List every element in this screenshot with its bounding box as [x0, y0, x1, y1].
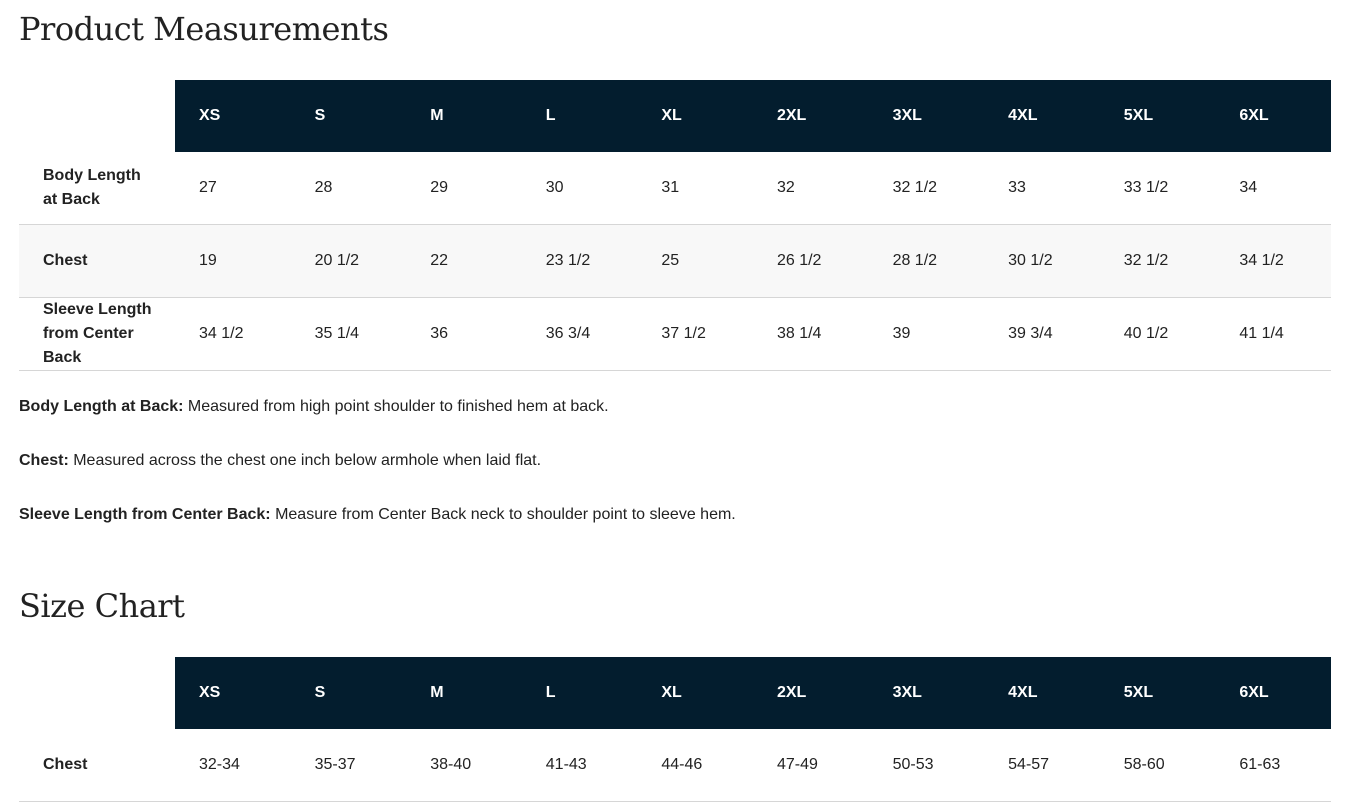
size-header-l: L	[522, 657, 638, 729]
table-cell: 33	[984, 152, 1100, 225]
size-header-4xl: 4XL	[984, 657, 1100, 729]
note-body-length	[19, 396, 1331, 418]
table-cell: 34 1/2	[175, 298, 291, 371]
table-cell: 47-49	[753, 729, 869, 802]
size-header-5xl: 5XL	[1100, 657, 1216, 729]
table-row-sleeve-length	[19, 298, 1331, 371]
size-header-s: S	[291, 657, 407, 729]
table-cell: 34 1/2	[1215, 225, 1331, 298]
size-header-s: S	[291, 80, 407, 152]
size-header-l: L	[522, 80, 638, 152]
size-header-m: M	[406, 80, 522, 152]
table-cell: 35 1/4	[291, 298, 407, 371]
table-cell: 25	[637, 225, 753, 298]
table-cell: 58-60	[1100, 729, 1216, 802]
table-cell: 29	[406, 152, 522, 225]
size-header-4xl: 4XL	[984, 80, 1100, 152]
table-cell: 20 1/2	[291, 225, 407, 298]
table-cell: 36	[406, 298, 522, 371]
table-cell: 38 1/4	[753, 298, 869, 371]
table-cell: 28	[291, 152, 407, 225]
note-sleeve-length	[19, 504, 1331, 526]
table-cell: 39	[869, 298, 985, 371]
row-label-body-length: Body Length at Back	[19, 152, 175, 225]
note-term: Chest:	[19, 452, 69, 469]
table-cell: 44-46	[637, 729, 753, 802]
table-cell: 41-43	[522, 729, 638, 802]
table-cell: 32 1/2	[869, 152, 985, 225]
table-cell: 26 1/2	[753, 225, 869, 298]
size-header-5xl: 5XL	[1100, 80, 1216, 152]
note-term: Body Length at Back:	[19, 398, 184, 415]
row-label-chest: Chest	[19, 225, 175, 298]
table-cell: 50-53	[869, 729, 985, 802]
table-cell: 23 1/2	[522, 225, 638, 298]
note-term: Sleeve Length from Center Back:	[19, 506, 271, 523]
table-cell: 28 1/2	[869, 225, 985, 298]
table-cell: 37 1/2	[637, 298, 753, 371]
size-header-xs: XS	[175, 80, 291, 152]
table-cell: 33 1/2	[1100, 152, 1216, 225]
size-header-m: M	[406, 657, 522, 729]
table-cell: 31	[637, 152, 753, 225]
measurements-table	[19, 80, 1331, 371]
size-chart-header-row	[19, 657, 1331, 729]
table-cell: 22	[406, 225, 522, 298]
table-cell: 39 3/4	[984, 298, 1100, 371]
table-cell: 30	[522, 152, 638, 225]
header-corner	[19, 657, 175, 729]
size-header-2xl: 2XL	[753, 657, 869, 729]
table-cell: 19	[175, 225, 291, 298]
table-cell: 32-34	[175, 729, 291, 802]
table-cell: 38-40	[406, 729, 522, 802]
size-header-2xl: 2XL	[753, 80, 869, 152]
table-cell: 54-57	[984, 729, 1100, 802]
table-cell: 34	[1215, 152, 1331, 225]
row-label-chest: Chest	[19, 729, 175, 802]
size-header-6xl: 6XL	[1215, 80, 1331, 152]
product-measurements-title: Product Measurements	[19, 10, 389, 48]
size-header-6xl: 6XL	[1215, 657, 1331, 729]
table-cell: 61-63	[1215, 729, 1331, 802]
measurements-header-row	[19, 80, 1331, 152]
size-chart-table	[19, 657, 1331, 802]
size-header-xl: XL	[637, 80, 753, 152]
table-cell: 30 1/2	[984, 225, 1100, 298]
note-text: Measured across the chest one inch below armhole when laid flat.	[68, 452, 542, 469]
size-header-3xl: 3XL	[869, 80, 985, 152]
table-row-chest	[19, 225, 1331, 298]
size-header-3xl: 3XL	[869, 657, 985, 729]
note-text: Measure from Center Back neck to shoulder point to sleeve hem.	[270, 506, 736, 523]
note-chest	[19, 450, 1331, 472]
note-text: Measured from high point shoulder to finished hem at back.	[183, 398, 609, 415]
table-cell: 27	[175, 152, 291, 225]
table-row-chest-size	[19, 729, 1331, 802]
size-chart-title: Size Chart	[19, 587, 185, 625]
row-label-sleeve-length: Sleeve Length from Center Back	[19, 298, 175, 371]
table-cell: 35-37	[291, 729, 407, 802]
size-header-xs: XS	[175, 657, 291, 729]
table-cell: 36 3/4	[522, 298, 638, 371]
table-cell: 32 1/2	[1100, 225, 1216, 298]
table-cell: 32	[753, 152, 869, 225]
table-cell: 41 1/4	[1215, 298, 1331, 371]
size-header-xl: XL	[637, 657, 753, 729]
header-corner	[19, 80, 175, 152]
table-row-body-length	[19, 152, 1331, 225]
table-cell: 40 1/2	[1100, 298, 1216, 371]
measurement-notes	[19, 396, 1331, 558]
